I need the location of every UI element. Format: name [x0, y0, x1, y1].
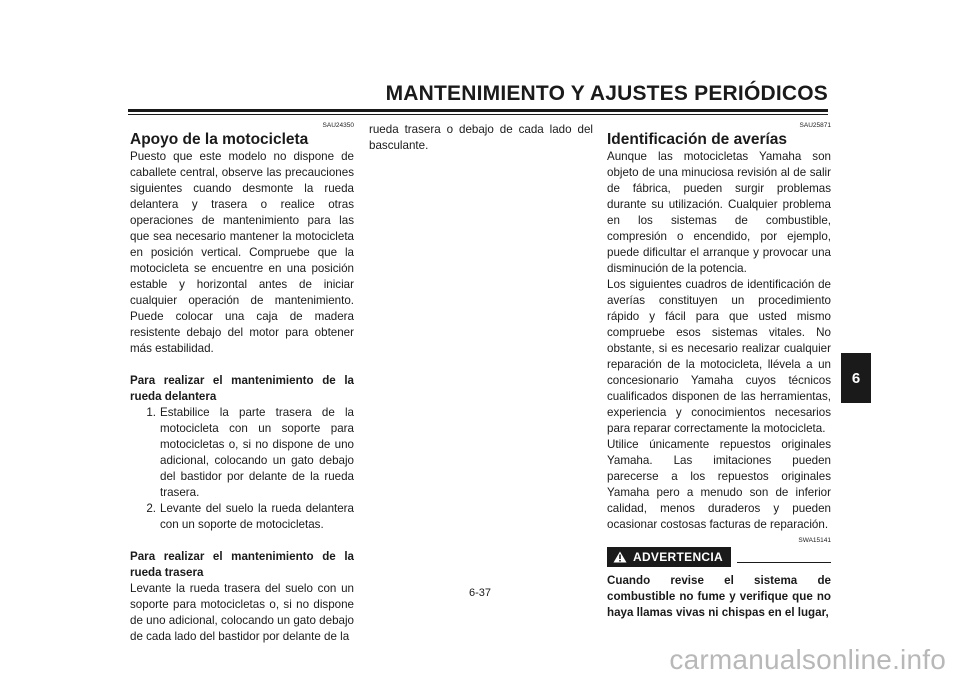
step-text: Estabilice la parte trasera de la motocicleta con un soporte para motocicletas o, si no dispone de uno adicional, colocando un gato debajo del bastidor por delante de la rueda trasera. — [160, 406, 354, 499]
step-number: 1. — [146, 406, 156, 419]
paragraph: Aunque las motocicletas Yamaha son objeto de una minuciosa revisión al de salir de fábrica, pueden surgir problemas durante su utilización. Cualquier problema en los sistemas de combustible, compresión o encendido, por ejemplo, puede dificultar el arranque y provocar una disminución de la potencia. — [607, 150, 831, 275]
list-item — [130, 405, 354, 501]
section-code: SAU24350 — [322, 122, 354, 129]
column-middle — [369, 122, 593, 154]
step-number: 2. — [146, 502, 156, 515]
header-rule-thick — [128, 109, 828, 112]
warning-header — [607, 547, 831, 567]
paragraph: Utilice únicamente repuestos originales Yamaha. Las imitaciones pueden parecerse a los repuestos originales Yamaha pero a menudo son de inferior calidad, menos duraderos y pueden ocasionar costosas facturas de reparación. — [607, 438, 831, 531]
warning-underline — [737, 562, 831, 563]
column-right — [607, 122, 831, 621]
intro-paragraph: Puesto que este modelo no dispone de caballete central, observe las precauciones siguientes cuando desmonte la rueda delantera y trasera o realice otras operaciones de mantenimiento para las que sea necesario mantener la motocicleta en posición vertical. Compruebe que la motocicleta se encuentre en una posición estable y horizontal antes de iniciar cualquier operación de mantenimiento. Puede colocar una caja de madera resistente debajo del motor para obtener más estabilidad. — [130, 150, 354, 355]
paragraph: Los siguientes cuadros de identificación de averías constituyen un procedimiento rápido y fácil para que usted mismo compruebe esos sistemas vitales. No obstante, si es necesario realizar cualquier reparación de la motocicleta, llévela a un concesionario Yamaha cuyos técnicos cualificados disponen de las herramientas, experiencia y conocimientos necesarios para reparar correctamente la motocicleta. — [607, 278, 831, 435]
column-left — [130, 122, 354, 645]
list-item — [130, 501, 354, 533]
chapter-title: MANTENIMIENTO Y AJUSTES PERIÓDICOS — [385, 82, 828, 105]
warning-label: ADVERTENCIA — [633, 550, 723, 564]
warning-badge — [607, 547, 731, 567]
continued-paragraph: rueda trasera o debajo de cada lado del basculante. — [369, 123, 593, 152]
step-text: Levante del suelo la rueda delantera con un soporte de motocicletas. — [160, 502, 354, 531]
header-rule-thin — [128, 114, 828, 115]
warning-triangle-icon — [613, 551, 627, 563]
front-wheel-steps — [130, 405, 354, 533]
section-heading: Apoyo de la motocicleta — [130, 131, 309, 148]
chapter-tab: 6 — [841, 353, 871, 403]
rear-wheel-paragraph: Levante la rueda trasera del suelo con un soporte para motocicletas o, si no dispone de uno adicional, colocando un gato debajo de cada lado del bastidor por delante de la — [130, 582, 354, 643]
front-wheel-heading: Para realizar el mantenimiento de la rueda delantera — [130, 374, 354, 403]
warning-code: SWA15141 — [798, 537, 831, 544]
warning-text: Cuando revise el sistema de combustible no fume y verifique que no haya llamas vivas ni chispas en el lugar, — [607, 574, 831, 619]
page-number: 6-37 — [468, 587, 492, 599]
watermark: carmanualsonline.info — [669, 644, 946, 675]
rear-wheel-heading: Para realizar el mantenimiento de la rueda trasera — [130, 550, 354, 579]
section-heading: Identificación de averías — [607, 131, 788, 148]
section-code: SAU25871 — [799, 122, 831, 129]
